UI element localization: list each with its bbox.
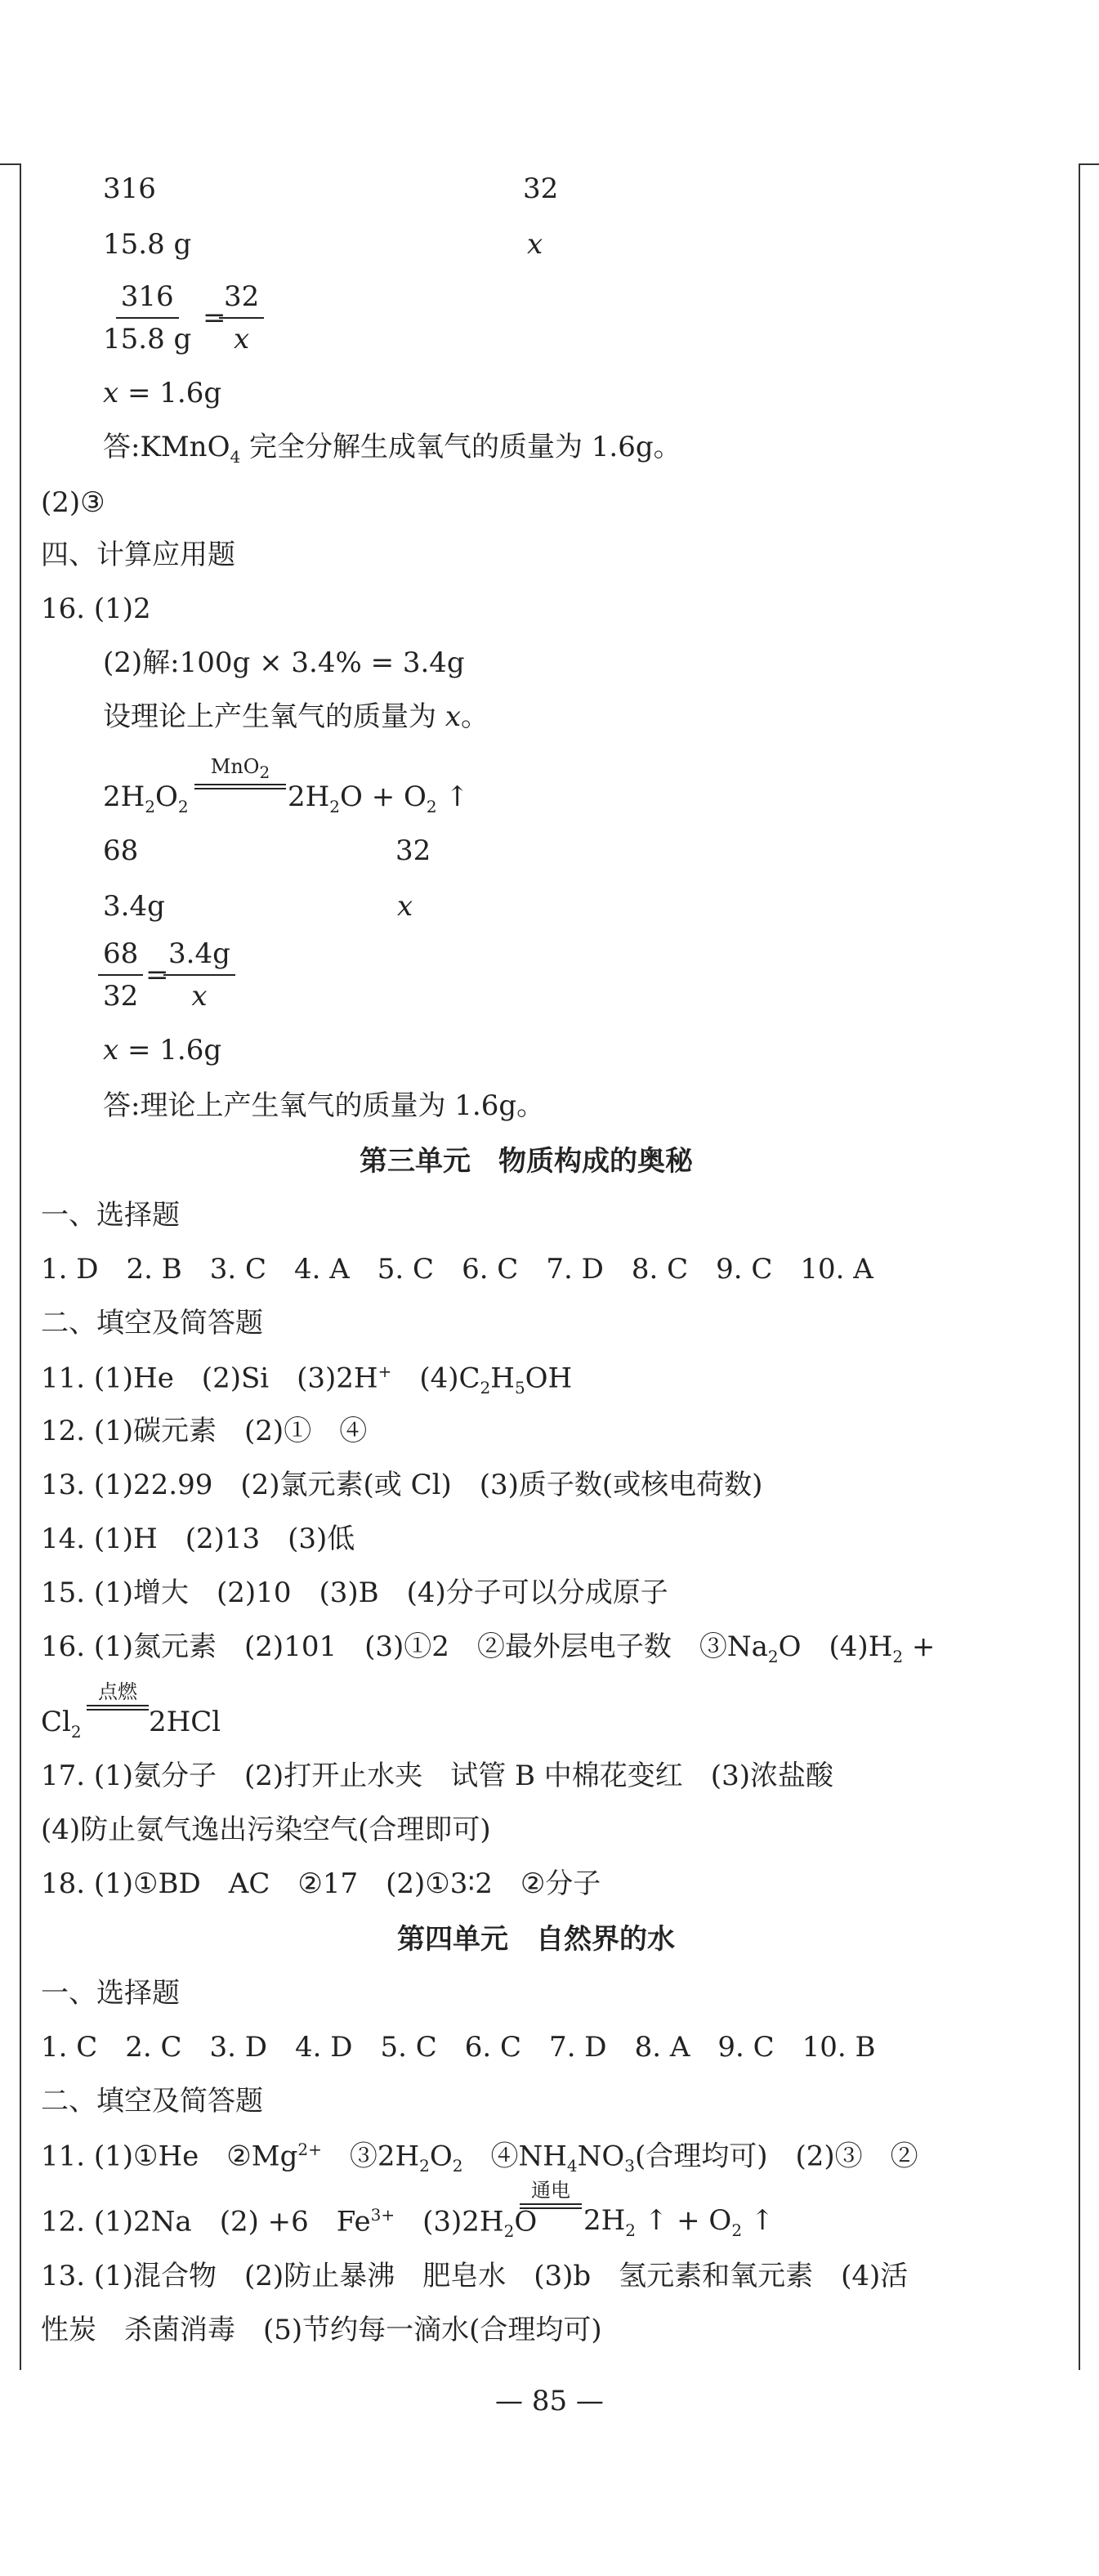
left-border-line xyxy=(20,163,21,2370)
calc1-fraction-right xyxy=(219,280,264,356)
calc1-fraction-left xyxy=(98,280,196,356)
fraction-denominator: 15.8 g xyxy=(103,323,192,356)
unit3-q18: 18. (1)①BD AC ②17 (2)①3∶2 ②分子 xyxy=(41,1867,601,1900)
unit3-q11: 11. (1)He (2)Si (3)2H+ $(4)C_2H_5OH$ xyxy=(41,1362,573,1398)
unit4-sec1: 一、选择题 xyxy=(41,1977,180,2010)
electrolysis-condition-arrow xyxy=(520,2180,582,2209)
unit4-q12-part1: 12. (1)2Na (2) +6 $Fe^{3+}$ $(3)2H_2O$ xyxy=(41,2205,538,2242)
unit4-title: 第四单元 自然界的水 xyxy=(397,1923,675,1956)
unit3-sec2: 二、填空及简答题 xyxy=(41,1307,263,1339)
equation-catalyst-arrow xyxy=(194,757,286,789)
unit4-sec2: 二、填空及简答题 xyxy=(41,2085,263,2118)
unit3-q14: 14. (1)H (2)13 (3)低 xyxy=(41,1523,355,1555)
calc1-row2-right: x xyxy=(527,228,543,261)
unit3-q13: 13. (1)22.99 (2)氯元素(或 Cl) (3)质子数(或核电荷数) xyxy=(41,1469,763,1501)
fraction-denominator: x xyxy=(191,980,208,1013)
double-line-arrow xyxy=(520,2203,582,2209)
ignition-label: 点燃 xyxy=(98,1680,137,1703)
page-number: — 85 — xyxy=(495,2385,604,2417)
unit4-q13-b: 性炭 杀菌消毒 (5)节约每一滴水(合理均可) xyxy=(41,2314,602,2346)
unit3-q17-b: (4)防止氨气逸出污染空气(合理即可) xyxy=(41,1813,491,1846)
calc2-fraction-left xyxy=(98,937,143,1013)
unit4-choices: 1. C 2. C 3. D 4. D 5. C 6. C 7. D 8. A 9. C 10. B xyxy=(41,2031,876,2064)
equals-sign: = xyxy=(145,959,169,991)
unit4-q11: 11. (1)①He $②Mg^{2+}$ $③2H_2O_2$ $④NH_4NO_3$(合理均可) (2)③ ② xyxy=(41,2140,918,2176)
calc2-row1-left: 68 xyxy=(103,834,139,867)
calc1-row2-left: 15.8 g xyxy=(103,228,192,261)
q16-let: 设理论上产生氧气的质量为 x。 xyxy=(103,700,489,733)
fraction-numerator: 32 xyxy=(219,283,264,319)
unit3-sec1: 一、选择题 xyxy=(41,1199,180,1232)
unit3-q16-line2-cl: $Cl_2$ xyxy=(41,1706,82,1742)
unit3-q12: 12. (1)碳元素 (2)① ④ xyxy=(41,1415,368,1447)
fraction-denominator: 32 xyxy=(103,980,139,1013)
fraction-denominator: x xyxy=(234,323,250,356)
calc2-row2-right: x xyxy=(397,890,413,923)
catalyst-label: MnO$_2$ xyxy=(210,755,270,782)
answer-2-3: (2)③ xyxy=(41,486,105,519)
top-tick-left xyxy=(0,163,20,165)
right-border-line xyxy=(1079,163,1080,2370)
unit3-q17-a: 17. (1)氨分子 (2)打开止水夹 试管 B 中棉花变红 (3)浓盐酸 xyxy=(41,1760,833,1792)
q16-part2: (2)解:100g × 3.4% = 3.4g xyxy=(103,646,465,679)
unit3-choices: 1. D 2. B 3. C 4. A 5. C 6. C 7. D 8. C 9. C 10. A xyxy=(41,1253,873,1286)
double-line-arrow xyxy=(87,1705,149,1711)
electrolysis-label: 通电 xyxy=(531,2179,570,2202)
top-tick-right xyxy=(1079,163,1099,165)
unit4-q12-part2: $2H_2$ ↑ + $O_2$ ↑ xyxy=(583,2204,775,2240)
calc2-result: x = 1.6g xyxy=(103,1034,222,1067)
unit3-q16: 16. (1)氮元素 (2)101 (3)①2 ②最外层电子数 $③Na_2O$ $(4)H_2$ + xyxy=(41,1630,936,1666)
calc2-answer: 答:理论上产生氧气的质量为 1.6g。 xyxy=(103,1089,545,1122)
equals-sign: = xyxy=(203,302,226,334)
calc1-row1-right: 32 xyxy=(523,172,559,205)
calc2-fraction-right xyxy=(163,937,235,1013)
unit3-q15: 15. (1)增大 (2)10 (3)B (4)分子可以分成原子 xyxy=(41,1576,668,1609)
unit3-q16-line2-product: 2HCl xyxy=(149,1706,221,1738)
calc2-row1-right: 32 xyxy=(395,834,431,867)
section4-title: 四、计算应用题 xyxy=(41,539,235,571)
fraction-numerator: 316 xyxy=(116,283,179,319)
calc1-row1-left: 316 xyxy=(103,172,156,205)
ignition-condition-arrow xyxy=(87,1682,149,1711)
calc1-answer: 答:KMnO$_4$ 完全分解生成氧气的质量为 1.6g。 xyxy=(103,431,681,467)
double-line-arrow xyxy=(194,784,286,789)
equation-lhs: $2H_2O_2$ xyxy=(103,780,189,816)
fraction-numerator: 3.4g xyxy=(163,940,235,976)
unit3-title: 第三单元 物质构成的奥秘 xyxy=(360,1145,693,1178)
q16-part1: 16. (1)2 xyxy=(41,593,151,625)
unit4-q13-a: 13. (1)混合物 (2)防止暴沸 肥皂水 (3)b 氢元素和氧元素 (4)活 xyxy=(41,2260,909,2292)
fraction-numerator: 68 xyxy=(98,940,143,976)
calc1-result: x = 1.6g xyxy=(103,377,222,409)
calc2-row2-left: 3.4g xyxy=(103,890,165,923)
equation-rhs: $2H_2O + O_2$ ↑ xyxy=(288,780,469,816)
